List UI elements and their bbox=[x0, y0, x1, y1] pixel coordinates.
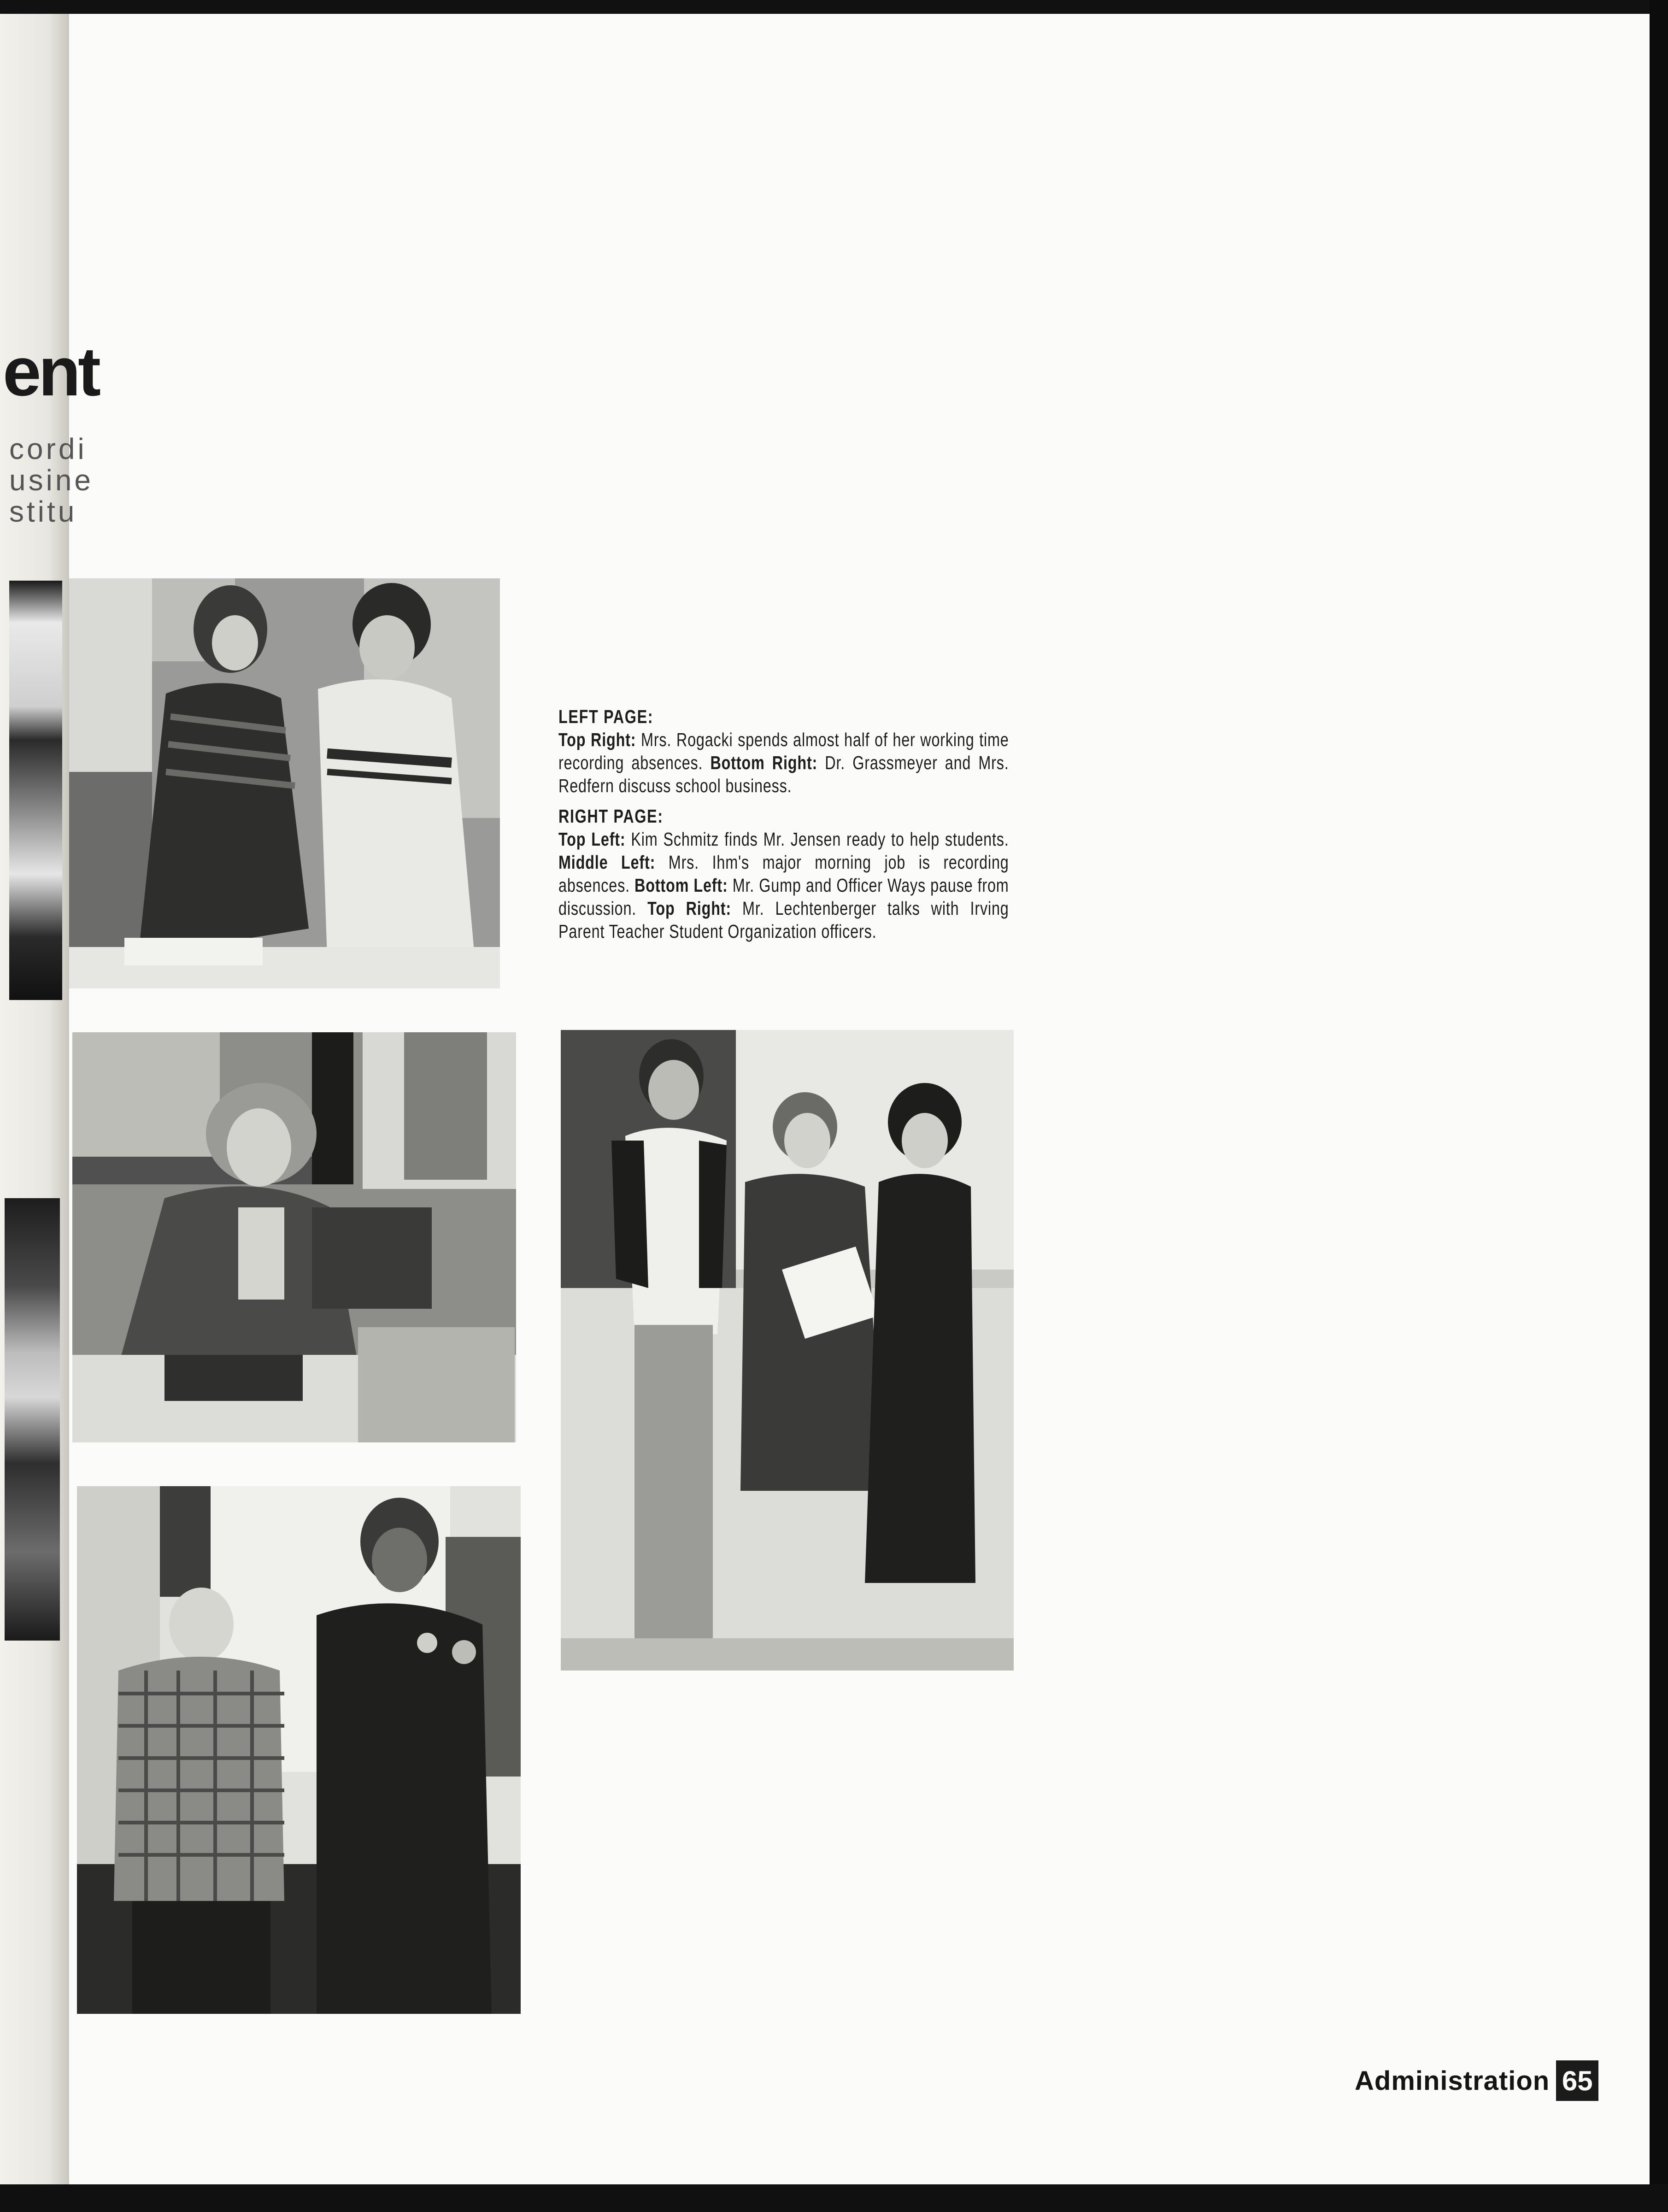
left-page-caption-text: Top Right: Mrs. Rogacki spends almost half of her working time recording absences. Bottom Right: Dr. Grassmeyer and Mrs. Redfern discuss school business. bbox=[558, 729, 1009, 796]
page-folio bbox=[1355, 2060, 1598, 2101]
previous-page-photo bbox=[9, 581, 62, 1000]
top-right-photo bbox=[561, 1030, 1014, 1671]
bottom-left-photo bbox=[77, 1486, 521, 2014]
right-page-heading: RIGHT PAGE: bbox=[558, 806, 664, 827]
page-number: 65 bbox=[1556, 2060, 1598, 2101]
scan-top-edge bbox=[0, 0, 1668, 14]
previous-page-body: cordi usine stitu bbox=[9, 432, 94, 528]
section-title: Administration bbox=[1355, 2065, 1550, 2096]
previous-page-photo bbox=[5, 1198, 60, 1641]
scan-bottom-edge bbox=[0, 2184, 1668, 2212]
middle-left-photo bbox=[72, 1032, 516, 1442]
top-left-photo bbox=[69, 578, 500, 988]
photo-caption bbox=[558, 705, 1009, 943]
right-page-caption-text: Top Left: Kim Schmitz finds Mr. Jensen ready to help students. Middle Left: Mrs. Ihm's major morning job is recording absences. Bottom Left: Mr. Gump and Officer Ways pause from discussion. Top Right: Mr. Lechtenberger talks with Irving Parent Teacher Student Organization officers. bbox=[558, 829, 1009, 942]
previous-page-strip bbox=[0, 14, 98, 2184]
left-page-heading: LEFT PAGE: bbox=[558, 706, 654, 727]
previous-page-heading: ent bbox=[3, 333, 98, 410]
scan-right-edge bbox=[1650, 0, 1668, 2212]
